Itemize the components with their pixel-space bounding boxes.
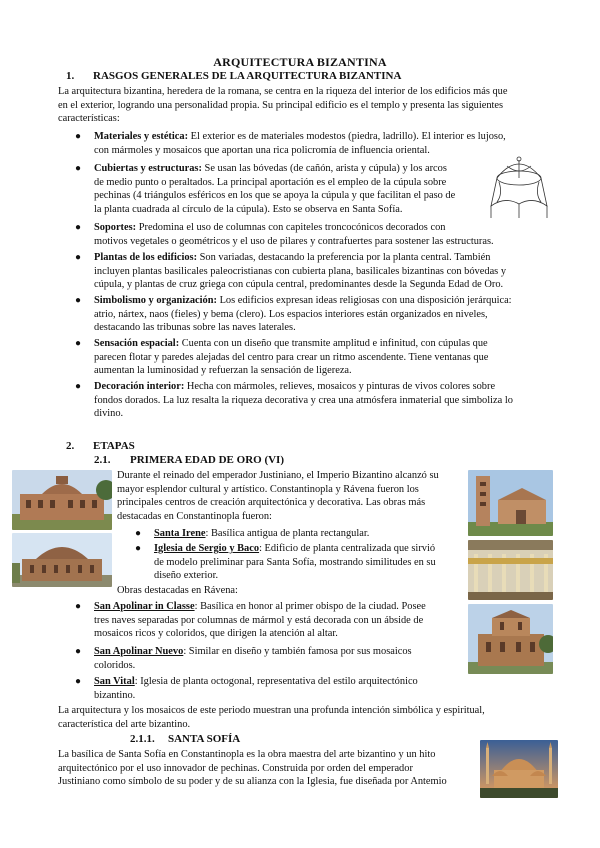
bullet-text: : Basílica en honor al primer obispo de la ciudad. Posee: [194, 601, 426, 612]
bullet-text: motivos vegetales o geométricos y el uso de pilares y contrafuertes para sostener las estructuras.: [94, 235, 494, 247]
santa-irene-photo: [12, 470, 112, 530]
san-vital-photo: [468, 604, 553, 674]
list-item: [75, 337, 550, 378]
santa-sofia-paragraph: [58, 748, 478, 789]
paragraph-line: mayor esplendor cultural y artístico. Constantinopla y Rávena fueron los: [117, 483, 419, 495]
list-item: [75, 251, 550, 292]
bullet-text: bizantino.: [94, 689, 136, 701]
bullet-icon: ●: [75, 252, 82, 263]
bullet-text: Cuenta con un diseño que transmite amplitud e infinitud, con cúpulas que: [179, 338, 488, 349]
subsection-2-1-title: PRIMERA EDAD DE ORO (VI): [130, 454, 284, 466]
bullet-icon: ●: [75, 338, 82, 349]
bullet-label: San Apolinar in Classe: [94, 601, 195, 612]
list-item: [75, 380, 550, 421]
list-item: [135, 542, 464, 583]
intro-line: La arquitectura bizantina, heredera de la romana, se centra en la riqueza del interior de los edificios más que: [58, 86, 508, 97]
list-item: [135, 527, 464, 541]
bullet-text: parecen flotar y paredes alejadas del centro para crear un ritmo ascendente. Tiene ventanas que: [94, 351, 489, 363]
bullet-label: Plantas de los edificios:: [94, 252, 198, 263]
bullet-text: aumentan la luminosidad y refuerzan la sensación de ligereza.: [94, 365, 352, 377]
bullet-text: de medio punto o peraltados. La principal aportación es el empleo de la cúpula sobre: [94, 176, 447, 188]
bullet-text: : Basílica antigua de planta rectangular.: [205, 528, 370, 539]
bullet-label: San Vital: [94, 676, 135, 687]
bullet-text: : Similar en diseño y también famosa por sus mosaicos: [183, 646, 412, 657]
list-item: [75, 162, 494, 216]
bullet-icon: ●: [75, 222, 82, 233]
bullet-text: El exterior es de materiales modestos (piedra, ladrillo). El interior es lujoso,: [188, 131, 506, 142]
bullet-label: Sensación espacial:: [94, 338, 180, 349]
intro-line: características:: [58, 113, 120, 125]
dome-pendentive-diagram: [485, 156, 553, 222]
bullet-label: Decoración interior:: [94, 381, 185, 392]
bullet-text: divino.: [94, 408, 124, 420]
bullet-icon: ●: [75, 295, 82, 306]
bullet-label: San Apolinar Nuevo: [94, 646, 184, 657]
bullet-text: Son variadas, destacando la preferencia por la planta central. También: [197, 252, 491, 263]
bullet-text: mosaicos ricos y coloridos, que dirigen la atención al altar.: [94, 628, 338, 640]
bullet-icon: ●: [75, 601, 82, 612]
section-2-title: ETAPAS: [93, 440, 135, 452]
bullet-text: Se usan las bóvedas (de cañón, arista y cúpula) y los arcos: [201, 163, 447, 174]
subsection-2-1-number: 2.1.: [94, 454, 111, 466]
document-title: ARQUITECTURA BIZANTINA: [213, 55, 387, 69]
bullet-icon: ●: [135, 543, 142, 554]
bullet-text: Predomina el uso de columnas con capiteles troncocónicos decorados con: [136, 222, 446, 233]
santa-sofia-photo: [480, 740, 558, 798]
bullet-label: Cubiertas y estructuras:: [94, 163, 202, 174]
san-apolinar-classe-photo: [468, 470, 553, 536]
list-item: [75, 294, 550, 335]
paragraph-line: La basílica de Santa Sofía en Constantinopla es la obra maestra del arte bizantino y un hito: [58, 749, 436, 760]
bullet-text: tres naves separadas por columnas de mármol y está decorada con un ábside de: [94, 614, 424, 626]
bullet-text: con mármoles y mosaicos que aportan una rica policromía de influencia oriental.: [94, 144, 430, 156]
bullet-text: atrio, nártex, naos (fieles) y bema (clero). Los espacios interiores están organizados en niveles,: [94, 308, 488, 320]
bullet-icon: ●: [135, 528, 142, 539]
list-item: [75, 600, 464, 641]
san-apolinar-nuevo-photo: [468, 540, 553, 600]
paragraph-line: arquitectónico por el uso innovador de pechinas. Construida por orden del emperador: [58, 762, 413, 774]
bullet-text: incluyen plantas basilicales paleocristianas con cubierta plana, basilicales bizantinas con bóvedas y: [94, 265, 507, 277]
list-item: [75, 645, 464, 672]
paragraph-line: La arquitectura y los mosaicos de este periodo muestran una profunda intención simbólica y espiritual,: [58, 705, 485, 716]
subsection-2-1-1-title: SANTA SOFÍA: [168, 733, 241, 745]
subsection-2-1-1-number: 2.1.1.: [130, 733, 155, 745]
bullet-icon: ●: [75, 676, 82, 687]
list-item: [75, 675, 464, 702]
conclusion-paragraph: [58, 704, 548, 731]
paragraph-line: destacadas en Constantinopla fueron:: [117, 510, 272, 522]
section-1-title: RASGOS GENERALES DE LA ARQUITECTURA BIZANTINA: [93, 70, 402, 82]
paragraph-line: Justiniano como símbolo de su poder y de su alianza con la Iglesia, fue diseñada por Antemio: [58, 776, 447, 788]
bullet-icon: ●: [75, 381, 82, 392]
paragraph-line: característica del arte bizantino.: [58, 718, 191, 730]
bullet-text: Los edificios expresan ideas religiosas con una disposición jerárquica:: [216, 295, 512, 306]
section-2-number: 2.: [66, 440, 75, 452]
bullet-text: diseño exterior.: [154, 570, 219, 582]
bullet-text: fondos dorados. La luz resalta la riqueza decorativa y crea una atmósfera inmaterial que simboliza lo: [94, 394, 513, 406]
bullet-text: pechinas (4 triángulos esféricos en los que se apoya la cúpula y que facilitan el paso de: [94, 190, 456, 202]
bullet-label: Santa Irene: [154, 528, 206, 539]
bullet-text: de modelo preliminar para Santa Sofía, mostrando similitudes en su: [154, 556, 436, 568]
list-item: [75, 221, 550, 248]
bullet-text: : Edificio de planta centralizada que sirvió: [259, 543, 436, 554]
bullet-text: coloridos.: [94, 659, 136, 671]
intro-paragraph: [58, 85, 548, 126]
bullet-label: Materiales y estética:: [94, 131, 189, 142]
bullet-text: destacando las tribunas sobre las naves laterales.: [94, 322, 296, 334]
section-1-number: 1.: [66, 70, 75, 82]
bullet-text: : Iglesia de planta octogonal, representativa del estilo arquitectónico: [134, 676, 418, 687]
bullet-icon: ●: [75, 163, 82, 174]
paragraph-line: Durante el reinado del emperador Justiniano, el Imperio Bizantino alcanzó su: [117, 470, 439, 481]
paragraph-line: principales centros de creación arquitectónica y decorativa. Las obras más: [117, 497, 426, 509]
bullet-label: Soportes:: [94, 222, 137, 233]
bullet-text: la planta cuadrada al círculo de la cúpula). Esto se observa en Santa Sofía.: [94, 203, 403, 215]
bullet-icon: ●: [75, 131, 82, 142]
intro-line: en el exterior, logrando una personalidad propia. Su principal edificio es el templo y presenta las siguientes: [58, 99, 504, 111]
list-item: [75, 130, 550, 157]
ravena-intro: Obras destacadas en Rávena:: [117, 585, 238, 596]
bullet-label: Iglesia de Sergio y Baco: [154, 543, 260, 554]
bullet-text: Hecha con mármoles, relieves, mosaicos y pinturas de vivos colores sobre: [184, 381, 496, 392]
sergio-baco-photo: [12, 533, 112, 587]
bullet-text: cúpula, y plantas de cruz griega con cúpula central, predominantes desde la Segunda Edad de Oro.: [94, 279, 504, 291]
bullet-label: Simbolismo y organización:: [94, 295, 217, 306]
bullet-icon: ●: [75, 646, 82, 657]
edad-oro-paragraph: [117, 469, 465, 523]
